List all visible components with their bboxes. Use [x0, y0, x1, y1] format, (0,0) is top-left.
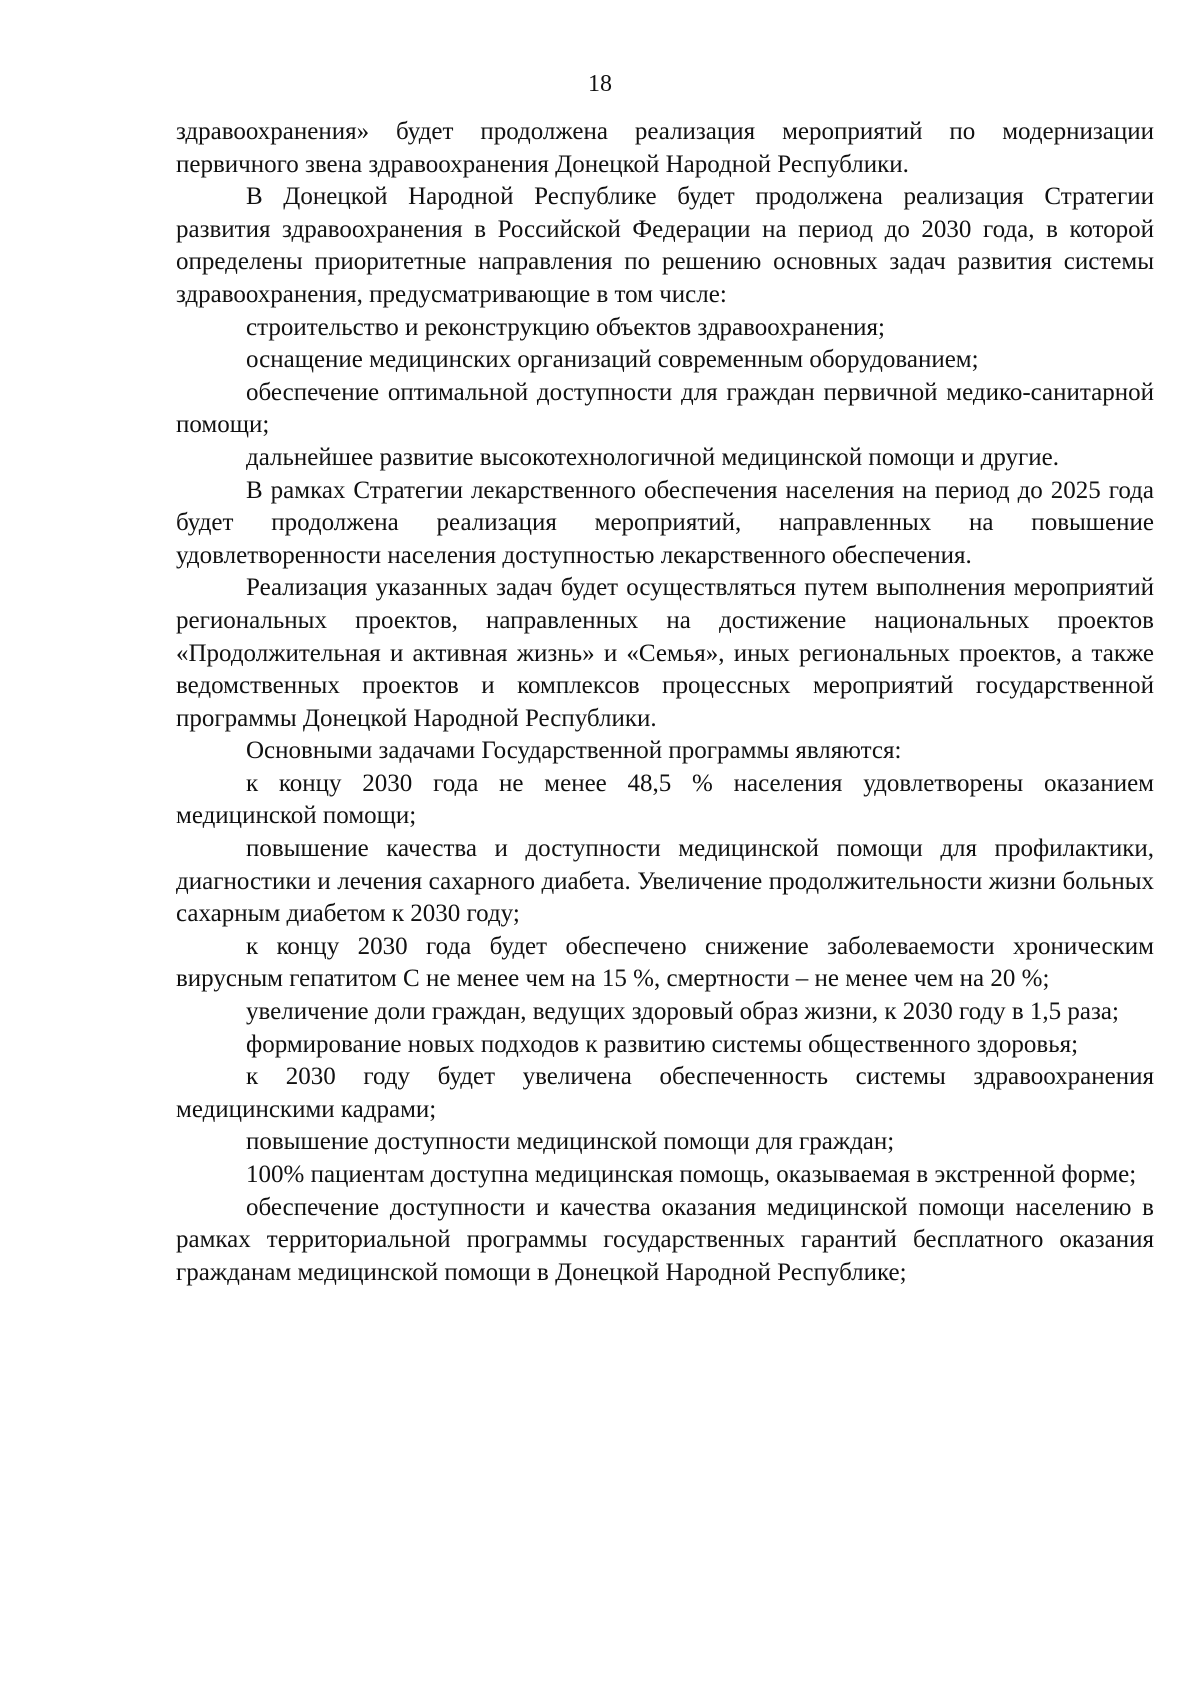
paragraph: обеспечение оптимальной доступности для граждан первичной медико-санитарной помощи; — [176, 378, 1154, 439]
paragraph: 100% пациентам доступна медицинская помощь, оказываемая в экстренной форме; — [246, 1161, 1137, 1188]
paragraph: оснащение медицинских организаций современным оборудованием; — [246, 346, 979, 374]
paragraph: Основными задачами Государственной программы являются: — [246, 737, 902, 765]
paragraph: В Донецкой Народной Республике будет продолжена реализация Стратегии развития здравоохранения в Российской Федерации на период до 2030 года, в которой определены приоритетные направления по решению основных задач развития системы здравоохранения, предусматривающие в том числе: — [176, 183, 1154, 308]
paragraph: увеличение доли граждан, ведущих здоровый образ жизни, к 2030 году в 1,5 раза; — [246, 998, 1119, 1026]
document-body — [176, 116, 1154, 1289]
paragraph: обеспечение доступности и качества оказания медицинской помощи населению в рамках территориальной программы государственных гарантий бесплатного оказания гражданам медицинской помощи в Донецкой Народной Республике; — [176, 1193, 1154, 1286]
paragraph: к концу 2030 года будет обеспечено снижение заболеваемости хроническим вирусным гепатитом С не менее чем на 15 %, смертности – не менее чем на 20 %; — [176, 932, 1154, 993]
paragraph: дальнейшее развитие высокотехнологичной медицинской помощи и другие. — [246, 443, 1059, 471]
paragraph: повышение качества и доступности медицинской помощи для профилактики, диагностики и лечения сахарного диабета. Увеличение продолжительности жизни больных сахарным диабетом к 2030 году; — [176, 835, 1154, 928]
paragraph: к концу 2030 года не менее 48,5 % населения удовлетворены оказанием медицинской помощи; — [176, 769, 1154, 830]
paragraph: здравоохранения» будет продолжена реализация мероприятий по модернизации первичного звена здравоохранения Донецкой Народной Республики. — [176, 118, 1154, 178]
paragraph: к 2030 году будет увеличена обеспеченность системы здравоохранения медицинскими кадрами; — [176, 1063, 1154, 1123]
paragraph: Реализация указанных задач будет осуществляться путем выполнения мероприятий региональных проектов, направленных на достижение национальных проектов «Продолжительная и активная жизнь» и «Семья», иных региональных проектов, а также ведомственных проектов и комплексов процессных мероприятий государственной программы Донецкой Народной Республики. — [176, 574, 1154, 732]
paragraph: формирование новых подходов к развитию системы общественного здоровья; — [246, 1030, 1079, 1058]
paragraph: В рамках Стратегии лекарственного обеспечения населения на период до 2025 года будет продолжена реализация мероприятий, направленных на повышение удовлетворенности населения доступностью лекарственного обеспечения. — [176, 476, 1154, 569]
paragraph: строительство и реконструкцию объектов здравоохранения; — [246, 313, 885, 341]
paragraph: повышение доступности медицинской помощи для граждан; — [246, 1128, 895, 1156]
page-number: 18 — [588, 71, 612, 97]
